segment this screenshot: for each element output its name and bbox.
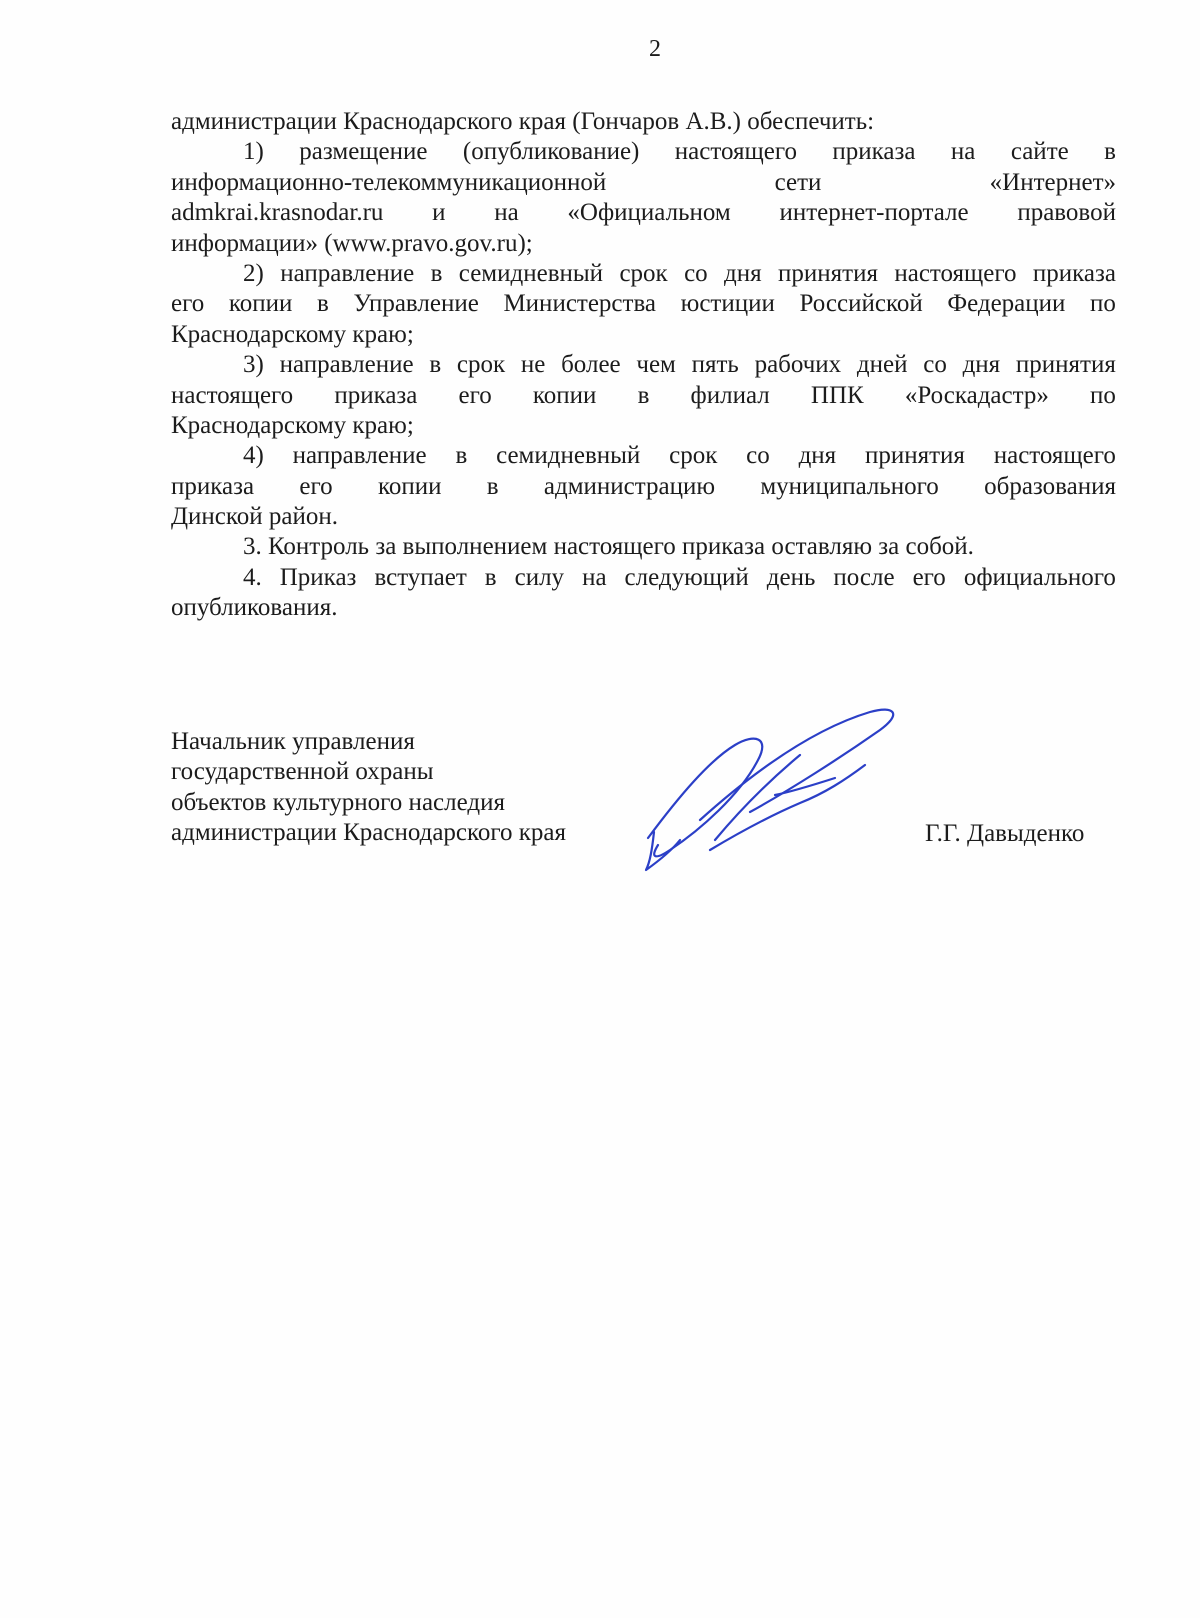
page-number: 2 [649, 36, 661, 62]
text-segment: настоящего [993, 442, 1116, 470]
text-line [171, 198, 1116, 228]
text-segment: чем [636, 351, 676, 379]
text-line [171, 532, 1116, 562]
position-line: государственной охраны [171, 758, 434, 786]
text-segment: со [923, 351, 947, 379]
signatory-position [171, 727, 566, 849]
text-line [171, 168, 1116, 198]
text-segment: размещение [299, 138, 428, 166]
text-line [171, 472, 1116, 502]
document-body [171, 107, 1116, 624]
text-line [171, 320, 1116, 350]
text-segment: направление [280, 259, 415, 287]
text-segment: копии [377, 472, 442, 500]
position-line: объектов культурного наследия [171, 788, 505, 816]
text-line [171, 137, 1116, 167]
text-line [171, 593, 1116, 623]
text-segment: приказа [334, 381, 418, 409]
text-segment: информационно-телекоммуникационной [171, 168, 607, 196]
text-segment: срок [456, 351, 506, 379]
text-line [171, 229, 1116, 259]
text-segment: Управление [353, 290, 479, 318]
text-segment: «Официальном [567, 199, 731, 227]
text-line [171, 107, 1116, 137]
text-segment: рабочих [754, 351, 842, 379]
text-segment: информации» (www.pravo.gov.ru); [171, 229, 533, 257]
text-line [171, 441, 1116, 471]
text-segment: со [684, 259, 708, 287]
text-segment: вступает [374, 563, 467, 591]
text-segment: в [637, 381, 650, 409]
text-segment: в [429, 351, 442, 379]
text-segment: со [746, 442, 770, 470]
text-segment: силу [514, 563, 565, 591]
text-segment: приказа [1032, 259, 1116, 287]
text-segment: 4. [243, 563, 262, 591]
text-segment: 1) [243, 138, 264, 166]
text-segment: более [561, 351, 621, 379]
text-segment: 3) [243, 351, 264, 379]
text-segment: на [950, 138, 976, 166]
text-segment: в [486, 472, 499, 500]
text-segment: Министерства [503, 290, 657, 318]
position-line: администрации Краснодарского края [171, 819, 567, 847]
text-line [171, 502, 1116, 532]
text-segment: на [582, 563, 607, 591]
text-line [171, 381, 1116, 411]
text-segment: юстиции [680, 290, 775, 318]
text-segment: администрации Краснодарского края (Гончаров А.В.) обеспечить: [171, 108, 875, 135]
text-segment: в [1104, 138, 1116, 166]
text-segment: «Интернет» [989, 168, 1116, 196]
text-segment: в [317, 290, 329, 318]
text-segment: администрацию [543, 472, 716, 500]
text-line [171, 350, 1116, 380]
text-segment: на [494, 199, 519, 227]
text-segment: по [1090, 381, 1116, 409]
text-segment: пять [691, 351, 739, 379]
text-segment: Краснодарскому краю; [171, 320, 414, 348]
text-segment: сайте [1010, 138, 1069, 166]
text-segment: дней [856, 351, 908, 379]
text-segment: принятия [864, 442, 965, 470]
text-segment: в [455, 442, 468, 470]
signer-name: Г.Г. Давыденко [925, 820, 1085, 847]
text-segment: интернет-портале [779, 199, 969, 227]
text-segment: настоящего [171, 381, 294, 409]
text-segment: опубликования. [171, 594, 338, 622]
text-segment: его [299, 472, 333, 500]
text-segment: направление [279, 351, 414, 379]
text-segment: и [432, 199, 446, 227]
text-segment: Российской [799, 290, 923, 318]
text-segment: следующий [624, 563, 749, 591]
text-segment: в [430, 259, 443, 287]
position-line: Начальник управления [171, 728, 415, 755]
text-line [171, 563, 1116, 593]
text-segment: направление [292, 442, 427, 470]
text-segment: его [912, 563, 946, 591]
text-segment: ППК [810, 381, 864, 409]
text-segment: его [458, 381, 492, 409]
text-segment: 2) [243, 259, 264, 287]
text-segment: дня [724, 259, 762, 287]
text-segment: Федерации [947, 290, 1066, 318]
text-segment: настоящего [674, 138, 797, 166]
text-segment: приказа [832, 138, 916, 166]
text-line [171, 411, 1116, 441]
text-segment: Приказ [279, 563, 357, 591]
text-segment: дня [798, 442, 837, 470]
text-segment: настоящего [894, 259, 1017, 287]
text-segment: сети [774, 168, 822, 196]
text-segment: в [484, 563, 497, 591]
text-segment: семидневный [496, 442, 641, 470]
text-segment: 4) [243, 442, 264, 470]
text-segment: семидневный [458, 259, 604, 287]
text-segment: «Роскадастр» [904, 381, 1049, 409]
text-segment: 3. Контроль за выполнением настоящего приказа оставляю за собой. [243, 533, 974, 561]
text-segment: срок [669, 442, 718, 470]
text-segment: принятия [778, 259, 878, 287]
text-segment: по [1090, 290, 1116, 318]
text-segment: приказа [171, 472, 255, 500]
text-segment: муниципального [760, 472, 939, 500]
text-segment: копии [532, 381, 597, 409]
text-line [171, 289, 1116, 319]
text-segment: официального [963, 563, 1116, 591]
text-segment: срок [619, 259, 668, 287]
text-segment: его [171, 290, 205, 318]
text-segment: филиал [690, 381, 770, 409]
text-segment: после [833, 563, 895, 591]
text-segment: дня [962, 351, 1001, 379]
text-segment: (опубликование) [462, 138, 640, 166]
text-segment: правовой [1017, 199, 1116, 227]
text-segment: Краснодарскому краю; [171, 411, 414, 439]
text-segment: принятия [1015, 351, 1116, 379]
text-segment: не [520, 351, 546, 379]
text-segment: день [766, 563, 816, 591]
text-segment: копии [228, 290, 293, 318]
text-segment: Динской район. [171, 503, 339, 531]
text-segment: admkrai.krasnodar.ru [171, 199, 384, 227]
text-segment: образования [984, 472, 1116, 500]
handwritten-signature [640, 700, 900, 885]
text-line [171, 259, 1116, 289]
